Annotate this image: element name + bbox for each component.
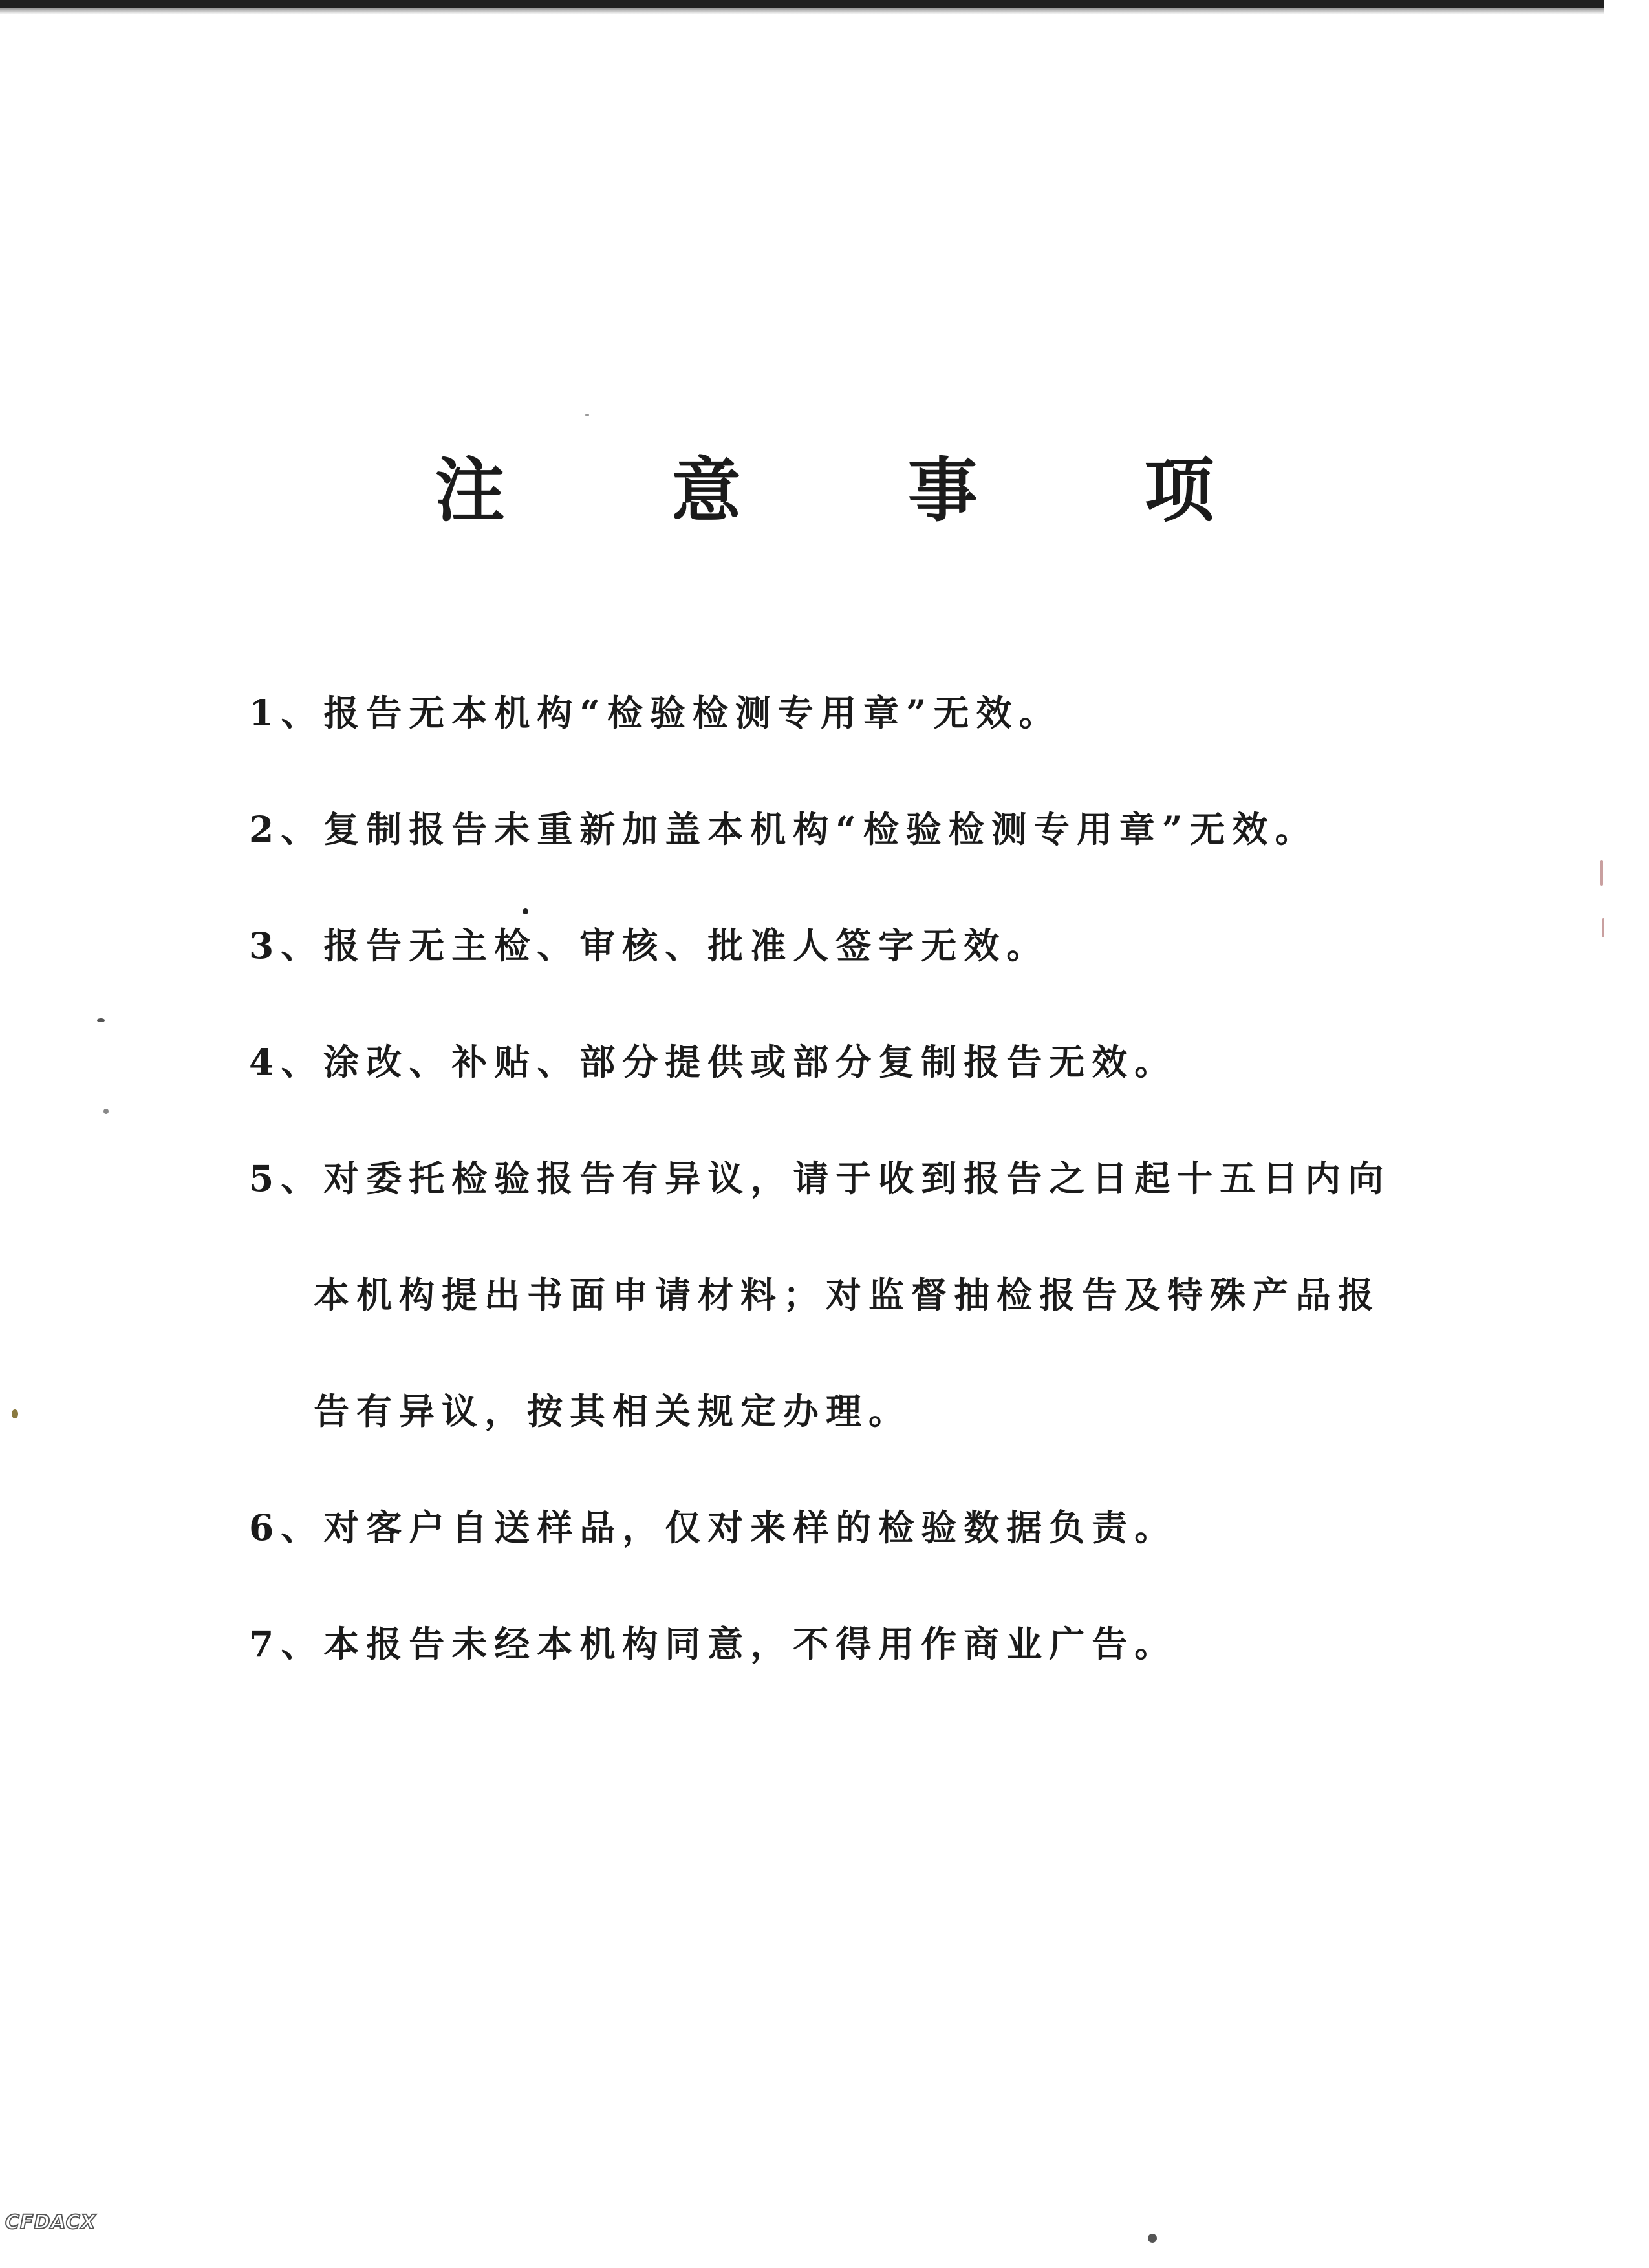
scan-speck xyxy=(585,414,589,416)
watermark-logo: CFDACX xyxy=(5,2211,96,2234)
notice-item-5-continuation-1: 本机构提出书面申请材料；对监督抽检报告及特殊产品报 xyxy=(314,1274,1381,1316)
scan-speck xyxy=(1600,860,1603,886)
scan-top-edge-shadow xyxy=(0,8,1604,14)
notice-item-4: 4、涂改、补贴、部分提供或部分复制报告无效。 xyxy=(249,1041,1178,1083)
notice-item-3: 3、报告无主检、审核、批准人签字无效。 xyxy=(249,925,1050,967)
scan-speck xyxy=(103,1109,109,1114)
notice-item-1: 1、报告无本机构“检验检测专用章”无效。 xyxy=(249,692,1062,734)
scan-speck xyxy=(523,908,528,914)
scan-speck xyxy=(1148,2234,1157,2243)
page-title: 注 意 事 项 xyxy=(435,450,1286,531)
notice-item-5: 5、对委托检验报告有异议，请于收到报告之日起十五日内向 xyxy=(249,1157,1391,1199)
scan-speck xyxy=(12,1409,18,1418)
notice-item-6: 6、对客户自送样品，仅对来样的检验数据负责。 xyxy=(249,1506,1178,1548)
notice-item-5-continuation-2: 告有异议，按其相关规定办理。 xyxy=(314,1390,912,1432)
scan-speck xyxy=(1602,918,1604,937)
scan-speck xyxy=(97,1018,105,1022)
notice-item-7: 7、本报告未经本机构同意，不得用作商业广告。 xyxy=(249,1623,1178,1665)
notice-item-2: 2、复制报告未重新加盖本机构“检验检测专用章”无效。 xyxy=(249,808,1318,850)
scan-top-edge xyxy=(0,0,1604,8)
